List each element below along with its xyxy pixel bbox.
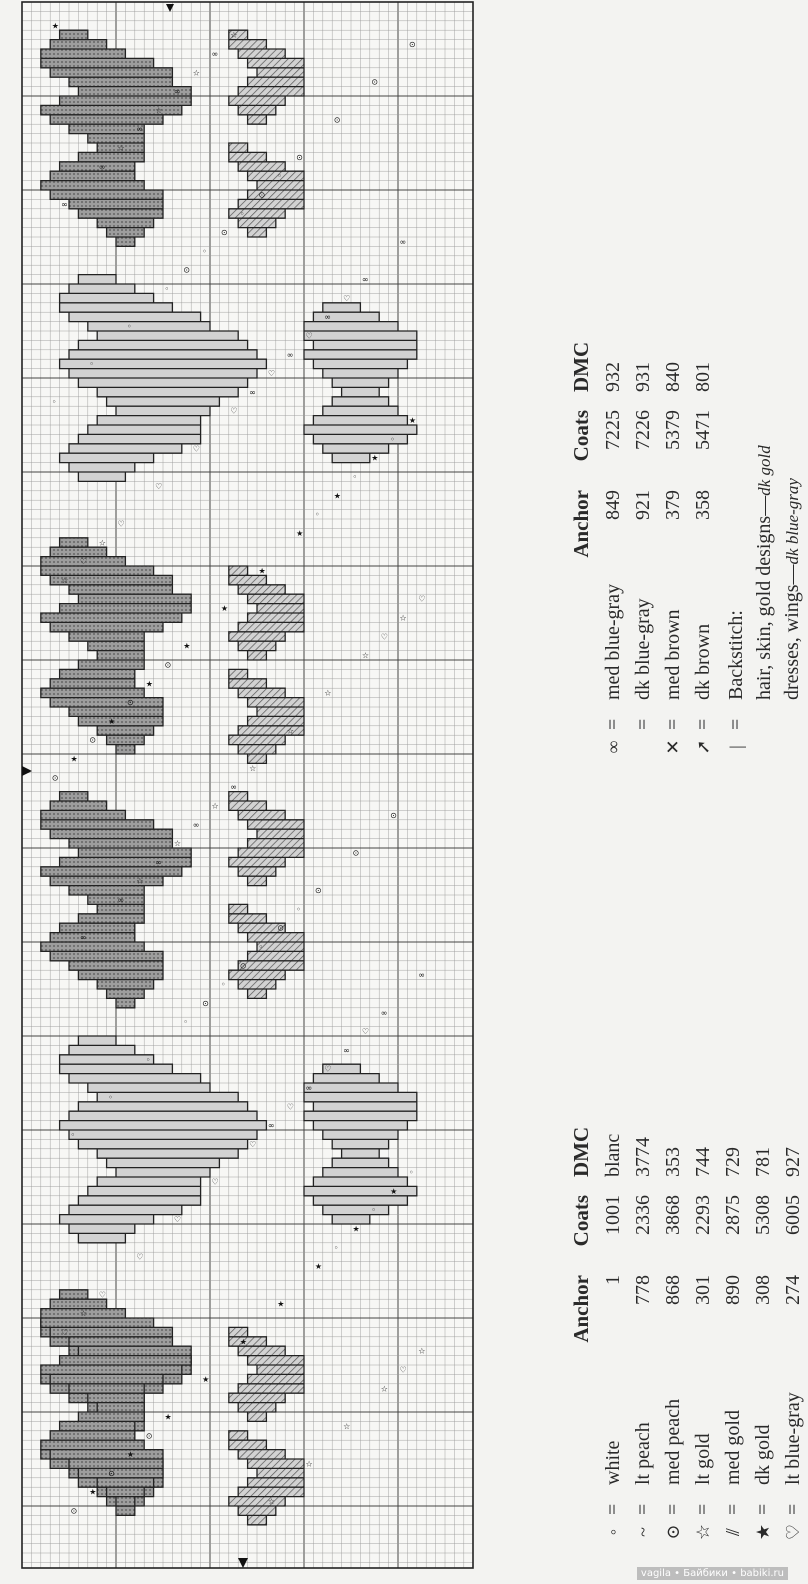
stitch-symbol: ☆ <box>361 651 370 661</box>
stitch-symbol: ♡ <box>117 519 125 529</box>
stitch-symbol: ◦ <box>51 397 57 407</box>
stitch-symbol: ◦ <box>202 246 207 256</box>
stitch-symbol: ⊙ <box>108 1468 115 1478</box>
stitch-symbol: ♡ <box>155 481 163 491</box>
stitch-symbol: ♡ <box>249 1139 257 1149</box>
stitch-symbol: ⊙ <box>314 886 322 896</box>
color-name: lt blue-gray <box>782 1392 804 1485</box>
anchor-number: 301 <box>692 1275 714 1305</box>
backstitch-line-1-color: dk gold <box>755 445 774 496</box>
stitch-symbol: ∞ <box>361 275 369 285</box>
stitch-symbol: ☆ <box>117 143 125 153</box>
anchor-header: Anchor <box>569 1275 593 1343</box>
stitch-symbol: ⊙ <box>51 773 59 783</box>
stitch-symbol: ◦ <box>390 434 395 444</box>
stitch-symbol: ☆ <box>61 575 69 585</box>
anchor-number: 1 <box>602 1275 624 1285</box>
stitch-symbol: ◦ <box>258 942 264 952</box>
color-name: med brown <box>662 609 684 700</box>
stitch-symbol: ◦ <box>296 904 301 914</box>
dmc-number: 3774 <box>632 1137 654 1177</box>
filled-star-icon: ★ <box>753 1523 773 1541</box>
stitch-symbol: ◦ <box>89 359 95 369</box>
small-circle-icon: ◦ <box>603 1528 623 1536</box>
stitch-symbol: ☆ <box>211 801 219 811</box>
equals-sign: = <box>632 1503 654 1515</box>
backstitch-line-1-content <box>749 445 780 700</box>
stitch-symbol: ☆ <box>305 1459 313 1469</box>
stitch-symbol: ♡ <box>230 406 238 416</box>
stitch-symbol: ☆ <box>98 538 106 548</box>
stitch-symbol: ☆ <box>286 726 294 736</box>
anchor-number: 379 <box>662 490 684 520</box>
coats-number: 1001 <box>602 1195 624 1235</box>
stitch-symbol: ★ <box>89 1487 97 1497</box>
backstitch-line-icon: | <box>726 745 746 749</box>
coats-number: 6005 <box>782 1195 804 1235</box>
stitch-symbol: ⊙ <box>371 77 379 87</box>
stitch-symbol: ∞ <box>324 312 331 322</box>
stitch-symbol: ☆ <box>136 876 144 886</box>
watermark: vagila • Байбики • babiki.ru <box>637 1567 788 1580</box>
stitch-symbol: ∞ <box>380 1008 388 1018</box>
color-name: lt gold <box>692 1433 714 1485</box>
color-key-panel <box>480 0 804 1584</box>
stitch-symbol: ♡ <box>136 1252 144 1262</box>
dotted-circle-icon: ⊙ <box>663 1524 683 1540</box>
equals-sign: = <box>782 1503 804 1515</box>
stitch-symbol: ⊙ <box>183 265 191 275</box>
stitch-symbol: ♡ <box>361 1027 370 1037</box>
color-name: med gold <box>722 1410 744 1485</box>
stitch-symbol: ⊙ <box>202 998 209 1008</box>
stitch-symbol: ♡ <box>286 1102 294 1112</box>
dmc-number: 781 <box>752 1147 774 1177</box>
backstitch-label: Backstitch: <box>725 610 747 700</box>
stitch-symbol: ☆ <box>267 1497 276 1507</box>
equals-sign: = <box>662 718 684 730</box>
stitch-symbol: ◦ <box>239 209 245 219</box>
anchor-header: Anchor <box>569 490 593 558</box>
anchor-number: 890 <box>722 1275 744 1305</box>
stitch-symbol: ♡ <box>79 557 88 567</box>
anchor-number: 274 <box>782 1275 804 1305</box>
stitch-symbol: ⊙ <box>390 810 397 820</box>
dmc-number: 729 <box>722 1147 744 1177</box>
stitch-symbol: ★ <box>408 416 417 426</box>
stitch-symbol: ∞ <box>305 1083 313 1093</box>
coats-number: 2875 <box>722 1195 744 1235</box>
stitch-symbol: ◦ <box>126 322 132 332</box>
dmc-number: 927 <box>782 1147 804 1177</box>
stitch-symbol: ∞ <box>136 124 143 134</box>
dmc-number: 931 <box>632 362 654 392</box>
stitch-symbol: ★ <box>352 1224 360 1234</box>
stitch-symbol: ◦ <box>371 1205 377 1215</box>
stitch-symbol: ⊙ <box>164 660 172 670</box>
stitch-symbol: ☆ <box>230 30 238 40</box>
anchor-number: 921 <box>632 490 654 520</box>
stitch-symbol: ∞ <box>399 237 407 247</box>
stitch-symbol: ⊙ <box>126 698 134 708</box>
equals-sign: = <box>725 718 747 730</box>
stitch-symbol: ★ <box>183 641 191 651</box>
color-name: med peach <box>662 1398 684 1485</box>
stitch-symbol: ☆ <box>399 613 407 623</box>
equals-sign: = <box>632 718 654 730</box>
stitch-symbol: ♡ <box>61 1327 69 1337</box>
dmc-header: DMC <box>569 1126 593 1177</box>
color-name: white <box>602 1440 624 1485</box>
stitch-symbol: ∞ <box>267 1121 275 1131</box>
stitch-symbol: ∞ <box>173 87 181 97</box>
dmc-number: 932 <box>602 362 624 392</box>
stitch-symbol: ∞ <box>286 350 294 360</box>
backstitch-line-2-color: dk blue-gray <box>783 478 802 565</box>
stitch-symbol: ★ <box>239 1337 247 1347</box>
stitch-symbol: ⊙ <box>258 190 266 200</box>
dmc-header: DMC <box>569 341 593 392</box>
backstitch-line-2-text: dresses, wings— <box>781 564 803 700</box>
stitch-symbol: ♡ <box>305 331 313 341</box>
stitch-symbol: ◦ <box>277 171 283 181</box>
stitch-symbol: ♡ <box>343 293 351 303</box>
backstitch-line-1-text: hair, skin, gold designs— <box>753 495 775 700</box>
anchor-number: 849 <box>602 490 624 520</box>
stitch-symbol: ∞ <box>192 820 200 830</box>
stitch-symbol: ◦ <box>408 1168 414 1178</box>
stitch-symbol: ◦ <box>352 472 358 482</box>
equals-sign: = <box>722 1503 744 1515</box>
stitch-symbol: ⊙ <box>408 40 416 50</box>
color-name: dk brown <box>692 623 714 700</box>
equals-sign: = <box>752 1503 774 1515</box>
equals-sign: = <box>602 718 624 730</box>
stitch-symbol: ☆ <box>343 1421 351 1431</box>
stitch-symbol: ◦ <box>108 1092 113 1102</box>
stitch-symbol: ♡ <box>380 632 388 642</box>
stitch-symbol: ⊙ <box>277 923 285 933</box>
stitch-symbol: ★ <box>220 604 229 614</box>
stitch-symbol: ★ <box>390 1186 398 1196</box>
color-name: dk gold <box>752 1424 774 1485</box>
coats-number: 7226 <box>632 410 654 450</box>
stitch-symbol: ∞ <box>418 970 425 980</box>
stitch-symbol: ♡ <box>267 369 276 379</box>
anchor-number: 868 <box>662 1275 684 1305</box>
stitch-symbol: ◦ <box>145 1055 151 1065</box>
stitch-symbol: ☆ <box>249 763 257 773</box>
stitch-symbol: ★ <box>258 566 266 576</box>
cross-icon: ✕ <box>663 739 683 755</box>
stitch-symbol: ⊙ <box>145 1431 153 1441</box>
stitch-symbol: ★ <box>108 716 116 726</box>
outline-star-icon: ☆ <box>693 1523 713 1541</box>
stitch-symbol: ⊙ <box>352 848 360 858</box>
stitch-symbol: ♡ <box>324 1064 332 1074</box>
stitch-symbol: ∞ <box>343 1045 350 1055</box>
coats-number: 3868 <box>662 1195 684 1235</box>
stitch-symbol: ∞ <box>211 49 219 59</box>
dmc-number: 801 <box>692 362 714 392</box>
equals-sign: = <box>692 1503 714 1515</box>
equals-sign: = <box>602 1503 624 1515</box>
anchor-number: 308 <box>752 1275 774 1305</box>
stitch-symbol: ⊙ <box>89 735 97 745</box>
stitch-symbol: ★ <box>202 1374 210 1384</box>
stitch-symbol: ◦ <box>70 1130 76 1140</box>
backstitch-line-2-content <box>777 478 808 700</box>
stitch-symbol: ∞ <box>155 857 162 867</box>
dmc-number: 353 <box>662 1147 684 1177</box>
stitch-symbol: ♡ <box>98 1290 106 1300</box>
stitch-symbol: ♡ <box>192 444 200 454</box>
anchor-number: 358 <box>692 490 714 520</box>
stitch-symbol: ⊙ <box>296 152 303 162</box>
coats-header: Coats <box>569 410 593 462</box>
stitch-symbol: ♡ <box>399 1365 407 1375</box>
stitch-symbol: ∞ <box>230 782 237 792</box>
stitch-symbol: ☆ <box>380 1384 388 1394</box>
coats-number: 5379 <box>662 410 684 450</box>
stitch-symbol: ★ <box>296 528 304 538</box>
dmc-number: 744 <box>692 1147 714 1177</box>
stitch-symbol: ◦ <box>164 284 170 294</box>
stitch-symbol: ★ <box>314 1262 323 1272</box>
stitch-symbol: ☆ <box>324 688 332 698</box>
stitch-symbol: ⊙ <box>70 1506 78 1516</box>
stitch-symbol: ★ <box>333 491 341 501</box>
stitch-symbol: ★ <box>70 754 78 764</box>
stitch-symbol: ⊙ <box>333 115 341 125</box>
stitch-symbol: ⊙ <box>239 961 247 971</box>
color-name: med blue-gray <box>602 583 624 700</box>
stitch-symbol: ∞ <box>117 895 125 905</box>
stitch-symbol: ★ <box>145 679 153 689</box>
stitch-symbol: ★ <box>126 1450 135 1460</box>
color-name: lt peach <box>632 1422 654 1485</box>
stitch-symbol: ◦ <box>333 1243 339 1253</box>
stitch-symbol: ☆ <box>79 1309 88 1319</box>
stitch-symbol: ★ <box>371 453 379 463</box>
stitch-symbol: ☆ <box>192 68 200 78</box>
stitch-symbol: ☆ <box>418 1346 426 1356</box>
dmc-number: 840 <box>662 362 684 392</box>
arrow-icon: ➚ <box>693 739 713 755</box>
stitch-symbol: ⊙ <box>220 228 228 238</box>
infinity-icon: ∞ <box>603 740 623 754</box>
stitch-symbol: ☆ <box>173 839 182 849</box>
anchor-number: 778 <box>632 1275 654 1305</box>
stitch-symbol: ★ <box>277 1299 285 1309</box>
stitch-symbol: ◦ <box>314 510 320 520</box>
stitch-symbol: ★ <box>51 21 59 31</box>
stitch-symbol: ★ <box>164 1412 172 1422</box>
stitch-symbol: ♡ <box>173 1215 182 1225</box>
tilde-icon: ~ <box>633 1527 653 1537</box>
stitch-symbol: ∞ <box>79 933 87 943</box>
stitch-symbol: ◦ <box>220 980 226 990</box>
coats-number: 5471 <box>692 410 714 450</box>
coats-number: 7225 <box>602 410 624 450</box>
double-slash-icon: ⫽ <box>723 1527 743 1537</box>
coats-number: 5308 <box>752 1195 774 1235</box>
stitch-symbol: ∞ <box>61 199 68 209</box>
stitch-symbol: ☆ <box>155 105 163 115</box>
stitch-symbol: ∞ <box>98 162 106 172</box>
dmc-number: blanc <box>602 1133 624 1177</box>
coats-number: 2293 <box>692 1195 714 1235</box>
equals-sign: = <box>692 718 714 730</box>
stitch-symbol: ◦ <box>183 1017 189 1027</box>
stitch-symbol: ♡ <box>211 1177 219 1187</box>
stitch-symbol: ♡ <box>418 594 426 604</box>
coats-header: Coats <box>569 1195 593 1247</box>
coats-number: 2336 <box>632 1195 654 1235</box>
heart-icon: ♡ <box>783 1523 803 1541</box>
color-name: dk blue-gray <box>632 598 654 700</box>
stitch-symbol: ∞ <box>249 387 256 397</box>
equals-sign: = <box>662 1503 684 1515</box>
